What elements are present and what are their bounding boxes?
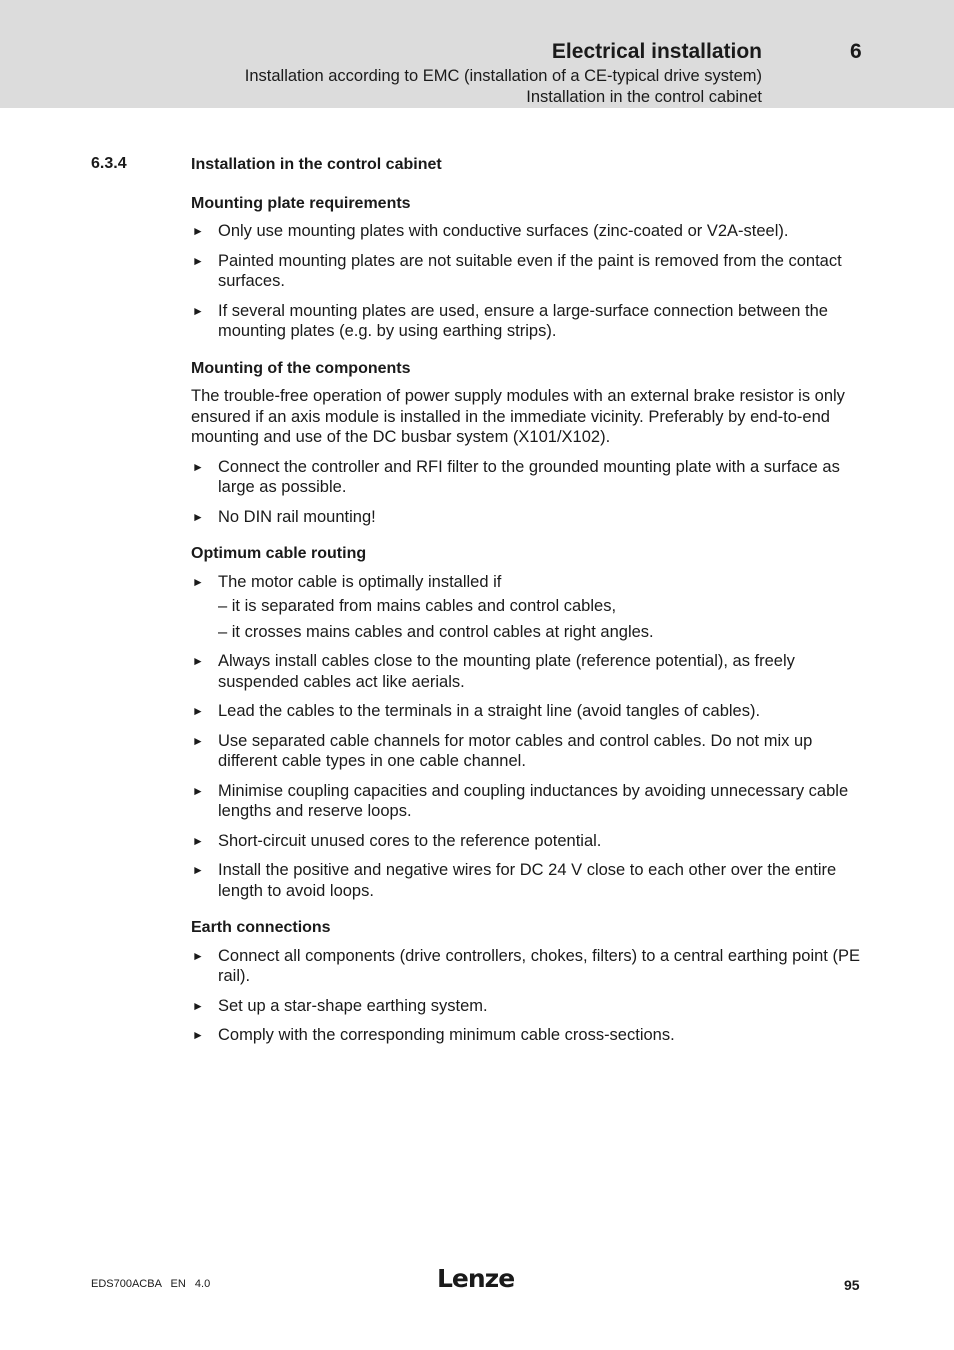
bullet-arrow-icon: ► <box>192 459 204 474</box>
cable-routing-heading: Optimum cable routing <box>191 545 367 562</box>
header-subtitle-2: Installation in the control cabinet <box>526 88 762 106</box>
main-content <box>191 155 866 1063</box>
chapter-title: Electrical installation <box>551 40 762 63</box>
bullet-arrow-icon: ► <box>192 948 204 963</box>
list-item: ► Painted mounting plates are not suitable even if the paint is removed from the contact surfaces. <box>192 251 842 290</box>
list-item: ► Minimise coupling capacities and coupling inductances by avoiding unnecessary cable lengths and reserve loops. <box>192 781 849 820</box>
lenze-logo: Lenze <box>437 1264 515 1293</box>
section-title: Installation in the control cabinet <box>191 156 442 173</box>
bullet-arrow-icon: ► <box>192 224 204 238</box>
bullet-arrow-icon: ► <box>192 253 204 268</box>
list-item: ► If several mounting plates are used, ensure a large-surface connection between the mounting plates (e.g. by using earthing strips). <box>192 301 828 340</box>
sub-list <box>218 596 866 642</box>
components-paragraph: The trouble-free operation of power supply modules with an external brake resistor is only ensured if an axis module is installed in the immediate vicinity. Preferably by end-to-end mounting and use of the DC busbar system (X101/X102). <box>191 387 845 446</box>
bullet-arrow-icon: ► <box>192 654 204 668</box>
list-item: ► Install the positive and negative wires for DC 24 V close to each other over the entire length to avoid loops. <box>192 861 837 900</box>
list-item: ► Use separated cable channels for motor cables and control cables. Do not mix up different cable types in one cable channel. <box>192 731 813 770</box>
list-item: ► Always install cables close to the mounting plate (reference potential), as freely suspended cables act like aerials. <box>192 652 795 691</box>
sub-list-item: – it is separated from mains cables and control cables, <box>218 597 617 615</box>
list-item: ► Only use mounting plates with conductive surfaces (zinc-coated or V2A-steel). <box>192 222 789 240</box>
list-item: ► Lead the cables to the terminals in a straight line (avoid tangles of cables). <box>192 702 761 720</box>
page-number: 95 <box>844 1277 860 1293</box>
document-code: EDS700ACBA EN 4.0 <box>91 1278 211 1290</box>
section-number: 6.3.4 <box>91 155 127 172</box>
list-item: ► No DIN rail mounting! <box>192 507 376 526</box>
mounting-plate-list <box>191 221 866 342</box>
components-list <box>191 457 866 528</box>
components-heading: Mounting of the components <box>191 359 411 377</box>
list-item: ► The motor cable is optimally installed if – it is separated from mains cables and control cables, – it crosses mains cables and control cables at right angles. <box>191 572 866 643</box>
header-subtitle-1: Installation according to EMC (installation of a CE-typical drive system) <box>244 67 762 85</box>
bullet-arrow-icon: ► <box>192 733 204 748</box>
cable-routing-list <box>191 572 866 902</box>
page-header <box>0 0 954 108</box>
mounting-plate-heading: Mounting plate requirements <box>191 194 411 212</box>
sub-list-item: – it crosses mains cables and control cables at right angles. <box>218 622 654 641</box>
bullet-arrow-icon: ► <box>192 863 204 877</box>
list-item: ► Connect the controller and RFI filter to the grounded mounting plate with a surface as large as possible. <box>192 457 840 496</box>
bullet-arrow-icon: ► <box>192 833 204 848</box>
list-item: ► Short-circuit unused cores to the reference potential. <box>192 831 602 850</box>
bullet-arrow-icon: ► <box>192 998 204 1013</box>
bullet-arrow-icon: ► <box>192 303 204 318</box>
chapter-number: 6 <box>850 40 862 63</box>
list-item: ► Set up a star-shape earthing system. <box>192 996 488 1015</box>
bullet-arrow-icon: ► <box>192 574 204 589</box>
earth-list <box>191 946 866 1046</box>
bullet-arrow-icon: ► <box>192 1028 204 1042</box>
bullet-arrow-icon: ► <box>192 509 204 524</box>
bullet-arrow-icon: ► <box>192 783 204 798</box>
list-item: ► Connect all components (drive controllers, chokes, filters) to a central earthing point (PE rail). <box>192 946 860 985</box>
earth-heading: Earth connections <box>191 919 331 936</box>
bullet-arrow-icon: ► <box>192 704 204 718</box>
list-item: ► Comply with the corresponding minimum cable cross-sections. <box>192 1026 675 1044</box>
